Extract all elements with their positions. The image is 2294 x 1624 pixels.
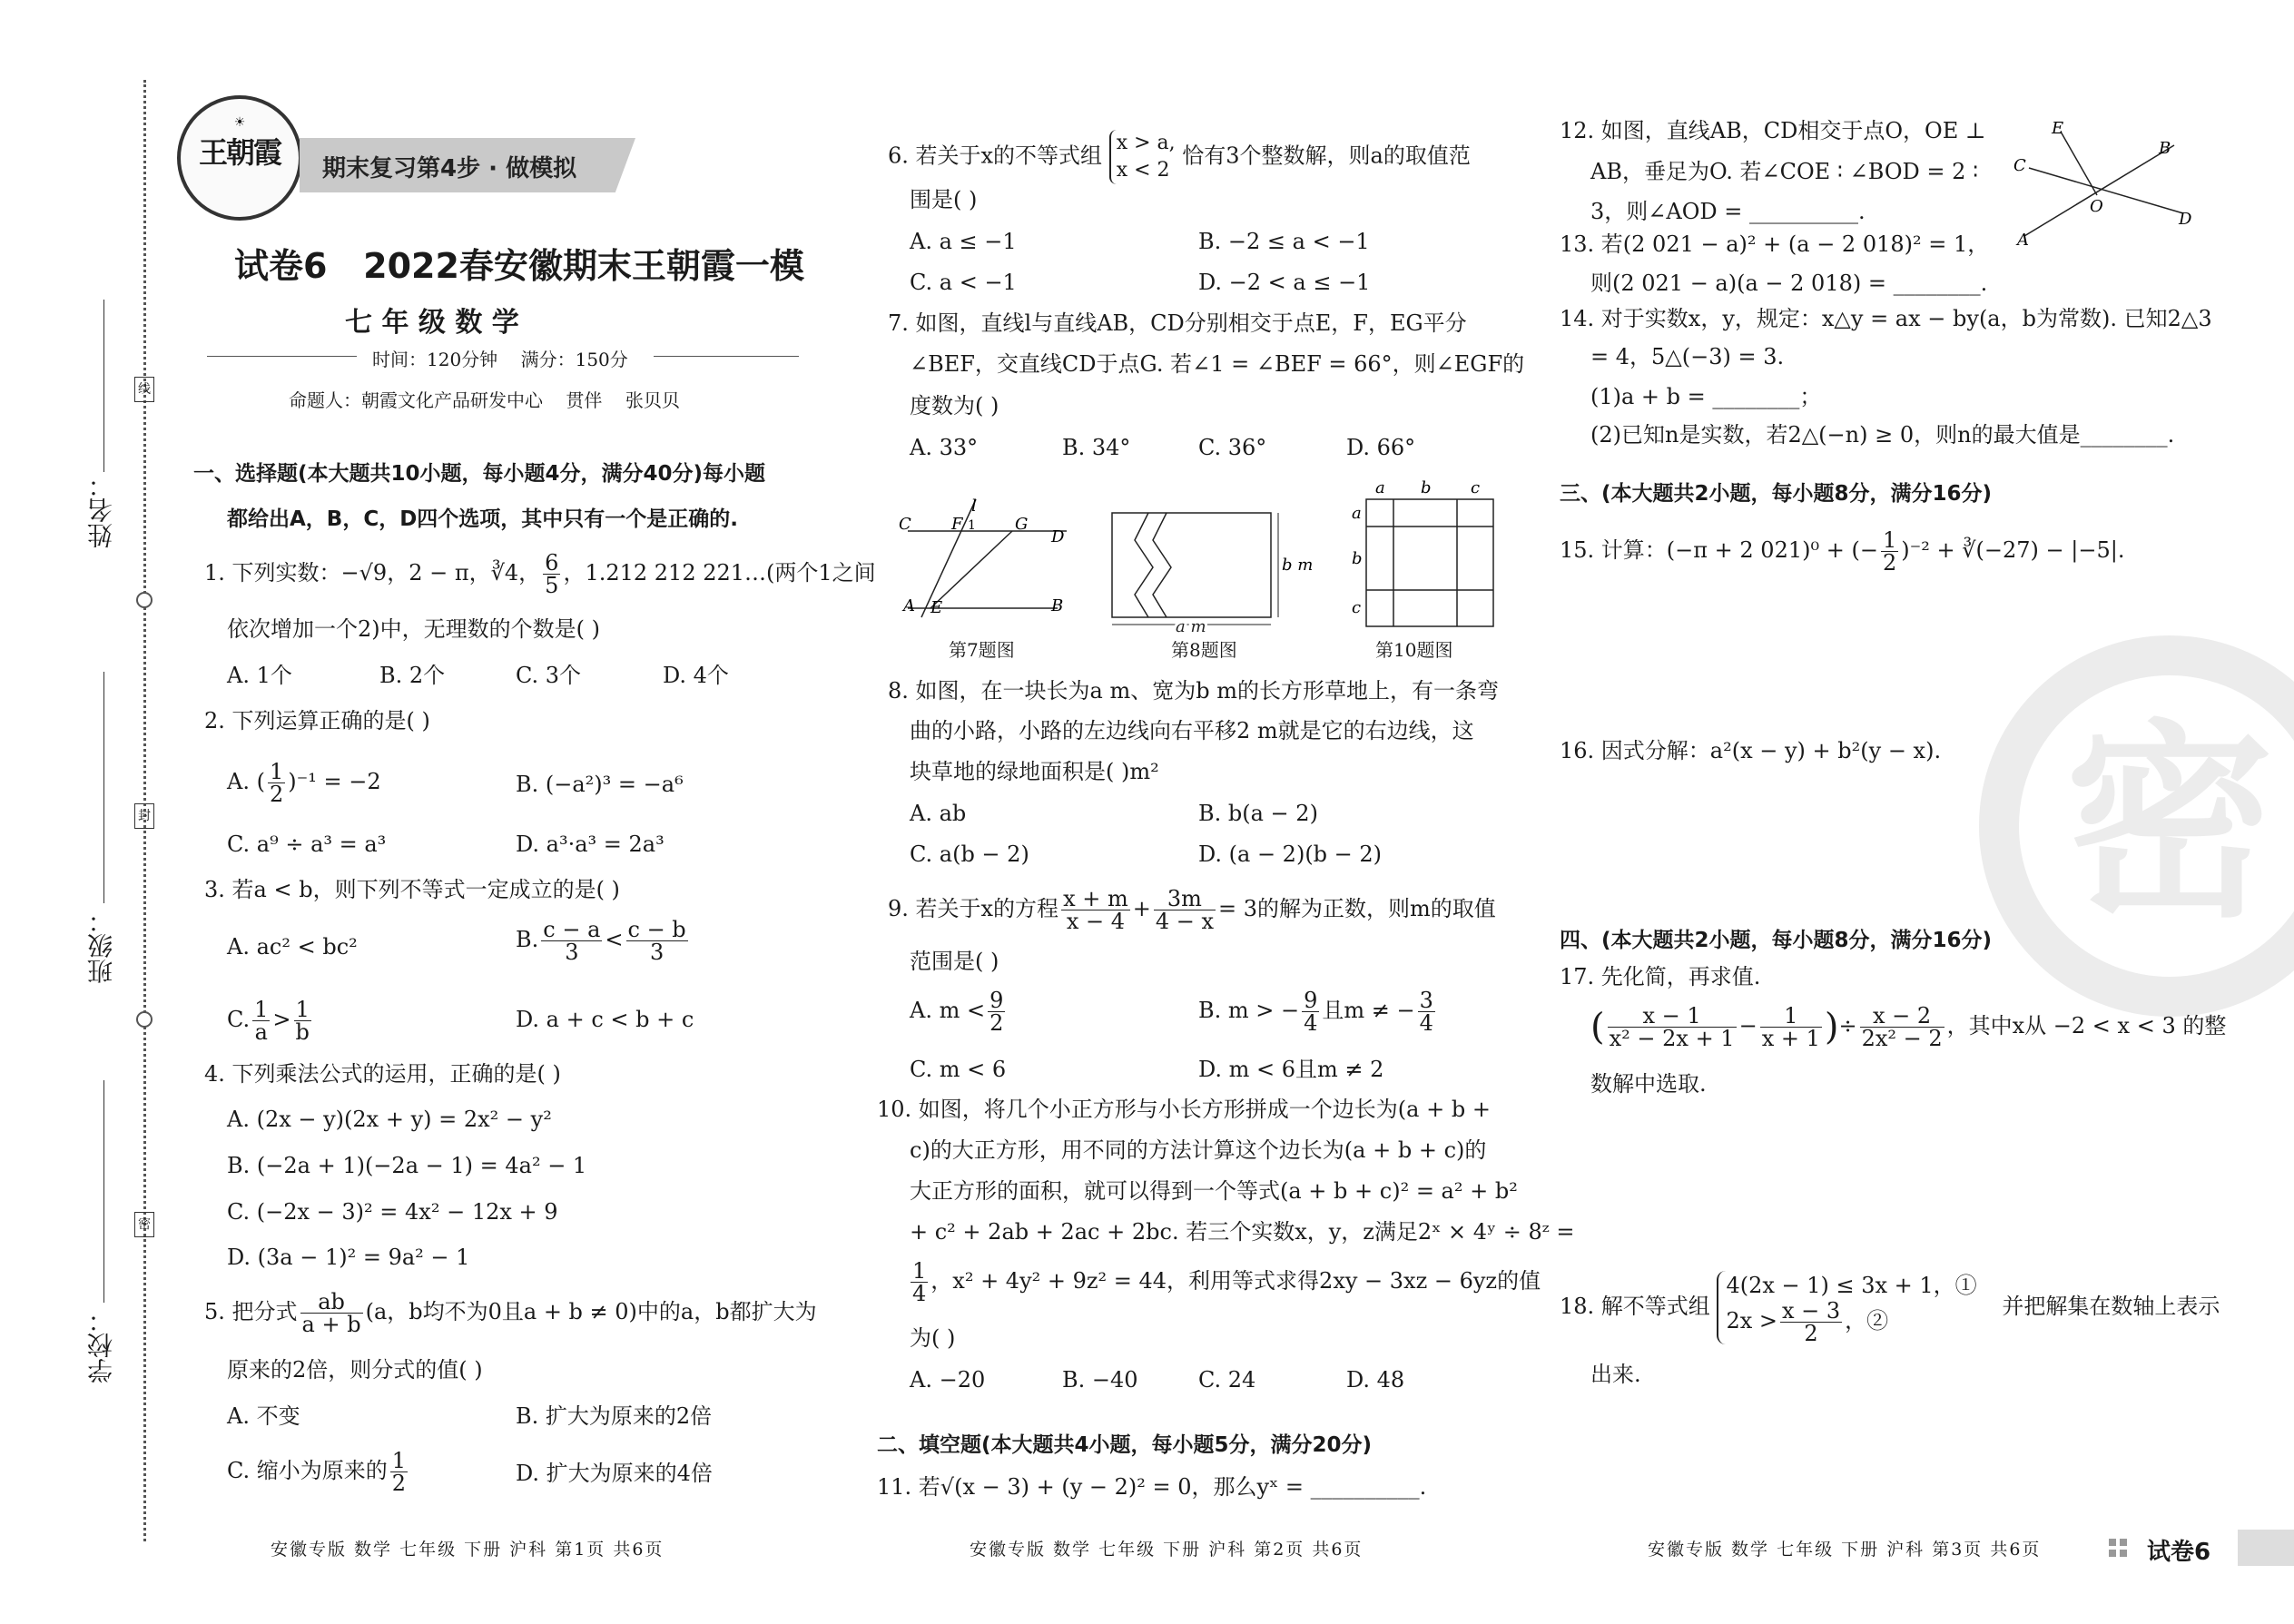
q1-line2: 依次增加一个2)中，无理数的个数是( ) <box>227 616 600 642</box>
q10-line4: + c² + 2ab + 2ac + 2bc. 若三个实数x，y，z满足2ˣ × 4ʸ ÷ 8ᶻ = <box>910 1219 1575 1245</box>
q1-option-b[interactable]: B. 2个 <box>379 663 446 688</box>
fig10-side-b: b <box>1352 549 1363 568</box>
dot-decoration <box>2109 1539 2116 1546</box>
q1-option-a[interactable]: A. 1个 <box>227 663 292 688</box>
exam-subject: 七 年 级 数 学 <box>345 307 519 339</box>
q6-line2: 围是( ) <box>910 187 978 212</box>
q6-option-a[interactable]: A. a ≤ −1 <box>910 229 1017 254</box>
figure-8-caption: 第8题图 <box>1171 639 1237 661</box>
q14-line4: (2)已知n是实数，若2△(−n) ≥ 0，则n的最大值是________. <box>1590 422 2175 448</box>
figure-12 <box>2006 113 2197 250</box>
q7-line3: 度数为( ) <box>910 393 999 418</box>
fig10-square <box>1366 499 1493 626</box>
q14-line1: 14. 对于实数x，y，规定：x△y = ax − by(a，b为常数). 已知2△3 <box>1560 306 2212 331</box>
q4-option-d[interactable]: D. (3a − 1)² = 9a² − 1 <box>227 1245 470 1270</box>
fig12-label-a: A <box>2017 231 2029 250</box>
q6-option-d[interactable]: D. −2 < a ≤ −1 <box>1198 270 1371 295</box>
footer-page-2: 安徽专版 数学 七年级 下册 沪科 第2页 共6页 <box>970 1540 1364 1560</box>
seal-box-secret: 密 <box>134 1212 154 1237</box>
q1-option-d[interactable]: D. 4个 <box>663 663 729 688</box>
q4-stem: 4. 下列乘法公式的运用，正确的是( ) <box>204 1061 561 1087</box>
q9-option-a[interactable]: A. m < $\frac{9}{2}$ <box>910 988 1004 1036</box>
q14-line3: (1)a + b = ________； <box>1590 384 1822 409</box>
q11: 11. 若√(x − 3) + (y − 2)² = 0，那么yˣ = __________. <box>877 1474 1427 1500</box>
q9-option-c[interactable]: C. m < 6 <box>910 1057 1007 1082</box>
q3-option-a[interactable]: A. ac² < bc² <box>227 934 358 960</box>
q10-option-b[interactable]: B. −40 <box>1062 1367 1138 1393</box>
q13-line1: 13. 若(2 021 − a)² + (a − 2 018)² = 1， <box>1560 231 1990 257</box>
q12-line3: 3，则∠AOD = __________. <box>1590 199 1866 224</box>
school-label: 学校： <box>86 1307 116 1383</box>
q10-option-c[interactable]: C. 24 <box>1198 1367 1256 1393</box>
footer-page-1: 安徽专版 数学 七年级 下册 沪科 第1页 共6页 <box>271 1540 665 1560</box>
dot-decoration <box>2120 1550 2127 1557</box>
q7-option-b[interactable]: B. 34° <box>1062 435 1131 460</box>
q7-option-a[interactable]: A. 33° <box>910 435 979 460</box>
q18-line2: 出来. <box>1590 1362 1641 1387</box>
q4-option-b[interactable]: B. (−2a + 1)(−2a − 1) = 4a² − 1 <box>227 1153 587 1178</box>
figure-7 <box>899 495 1080 622</box>
fig8-path-right <box>1153 513 1171 617</box>
q12-line2: AB，垂足为O. 若∠COE ∶ ∠BOD = 2 ∶ <box>1590 159 1979 184</box>
section-1-heading: 一、选择题(本大题共10小题，每小题4分，满分40分)每小题 <box>193 462 766 486</box>
class-line <box>103 672 104 903</box>
q2-option-a[interactable]: A. ( $\frac{1}{2}$ )⁻¹ = −2 <box>227 759 381 807</box>
q2-stem: 2. 下列运算正确的是( ) <box>204 708 430 733</box>
q8-option-c[interactable]: C. a(b − 2) <box>910 842 1029 867</box>
q3-stem: 3. 若a < b，则下列不等式一定成立的是( ) <box>204 877 620 902</box>
fig7-label-c: C <box>899 515 911 534</box>
q8-line3: 块草地的绿地面积是( )m² <box>910 759 1159 784</box>
section-1-instruction: 都给出A，B，C，D四个选项，其中只有一个是正确的. <box>227 507 739 531</box>
section-3-heading: 三、(本大题共2小题，每小题8分，满分16分) <box>1560 482 1993 506</box>
binding-hole-icon <box>136 592 153 608</box>
q2-option-d[interactable]: D. a³·a³ = 2a³ <box>516 832 665 857</box>
fig7-label-a: A <box>903 596 915 615</box>
fig7-label-g: G <box>1015 515 1029 534</box>
q3-option-c[interactable]: C. $\frac{1}{a}$ > $\frac{1}{b}$ <box>227 997 310 1045</box>
paper-badge-text: 试卷6 <box>2147 1539 2211 1566</box>
name-label: 姓名： <box>86 472 116 548</box>
brand-logo: ☀ 王朝霞 <box>177 95 302 221</box>
q3-option-b[interactable]: B. $\frac{c - a}{3}$ < $\frac{c - b}{3}$ <box>516 917 686 965</box>
seal-box-line: 线 <box>134 377 154 402</box>
fig7-label-e: E <box>930 598 943 617</box>
seal-box-seal: 封 <box>134 803 154 829</box>
q17-expression: ( $\frac{x - 1}{\text{x² − 2x + 1}}$ − $\frac{1}{x + 1}$ )÷ $\frac{x - 2}{\text{2x² − 2}}$ ，其中x从 −2 < x < 3 的整 <box>1590 1003 2227 1051</box>
ray-oe <box>2061 132 2097 195</box>
fig12-label-o: O <box>2090 197 2103 216</box>
q4-option-c[interactable]: C. (−2x − 3)² = 4x² − 12x + 9 <box>227 1199 558 1225</box>
time-score: 时间：120分钟 满分：150分 <box>372 349 628 370</box>
q6-line1: 6. 若关于x的不等式组 x > a, x < 2 恰有3个整数解，则a的取值范 <box>888 130 1471 184</box>
q2-option-b[interactable]: B. (−a²)³ = −a⁶ <box>516 772 684 797</box>
q8-line1: 8. 如图，在一块长为a m、宽为b m的长方形草地上，有一条弯 <box>888 678 1499 704</box>
fig12-label-c: C <box>2013 156 2026 175</box>
q13-line2: 则(2 021 − a)(a − 2 018) = ________. <box>1590 271 1988 296</box>
figure-10-caption: 第10题图 <box>1375 639 1453 661</box>
q8-option-a[interactable]: A. ab <box>910 801 967 826</box>
q10-line2: c)的大正方形，用不同的方法计算这个边长为(a + b + c)的 <box>910 1137 1487 1163</box>
q1-line1: 1. 下列实数：−√9，2 − π，∛4， $\frac{6}{5}$ ，1.212 212 221…(两个1之间 <box>204 550 876 598</box>
figure-10 <box>1348 477 1502 631</box>
q5-line1: 5. 把分式 $\frac{ab}{a + b}$ (a，b均不为0且a + b ≠ 0)中的a，b都扩大为 <box>204 1289 817 1337</box>
q10-line1: 10. 如图，将几个小正方形与小长方形拼成一个边长为(a + b + <box>877 1097 1491 1122</box>
q9-line1: 9. 若关于x的方程 $\frac{x + m}{x - 4}$ + $\frac{3m}{4 - x}$ = 3的解为正数，则m的取值 <box>888 886 1496 934</box>
q10-option-a[interactable]: A. −20 <box>910 1367 986 1393</box>
line-l <box>921 499 976 617</box>
fig10-top-a: a <box>1375 478 1385 497</box>
fig10-top-b: b <box>1421 478 1432 497</box>
divider-right <box>654 356 799 357</box>
exam-title: 试卷6 2022春安徽期末王朝霞一模 <box>234 246 804 286</box>
q9-option-b[interactable]: B. m > − $\frac{9}{4}$ 且m ≠ − $\frac{3}{4}$ <box>1198 988 1433 1036</box>
q7-line1: 7. 如图，直线l与直线AB，CD分别相交于点E，F，EG平分 <box>888 310 1467 336</box>
q18-line1: 18. 解不等式组 4(2x − 1) ≤ 3x + 1，① 2x > $\frac{x - 3}{2}$ ，② 并把解集在数轴上表示 <box>1560 1273 2220 1346</box>
secret-stamp-watermark: 密 <box>1979 635 2294 1017</box>
q2-option-c[interactable]: C. a⁹ ÷ a³ = a³ <box>227 832 387 857</box>
q15: 15. 计算：(−π + 2 021)⁰ + (− $\frac{1}{2}$ )⁻² + ∛(−27) − |−5|. <box>1560 527 2125 576</box>
figure-8 <box>1108 508 1316 635</box>
divider-left <box>207 356 357 357</box>
q17-line1: 17. 先化简，再求值. <box>1560 964 1761 989</box>
q6-option-b[interactable]: B. −2 ≤ a < −1 <box>1198 229 1370 254</box>
fig7-label-f: F <box>951 515 963 534</box>
q12-line1: 12. 如图，直线AB，CD相交于点O，OE ⊥ <box>1560 118 1986 143</box>
dot-decoration <box>2120 1539 2127 1546</box>
fig12-label-b: B <box>2159 139 2171 158</box>
q7-option-d[interactable]: D. 66° <box>1346 435 1416 460</box>
footer-page-3: 安徽专版 数学 七年级 下册 沪科 第3页 共6页 <box>1648 1540 2042 1560</box>
q5-line2: 原来的2倍，则分式的值( ) <box>227 1357 483 1383</box>
brand-name: 王朝霞 <box>198 135 281 170</box>
line-ab <box>2024 145 2174 236</box>
fig12-label-d: D <box>2179 210 2192 229</box>
q9-line2: 范围是( ) <box>910 949 999 974</box>
fig8-label-b: b m <box>1282 556 1314 575</box>
figure-7-caption: 第7题图 <box>949 639 1015 661</box>
fig8-rectangle <box>1112 513 1271 617</box>
paper-badge <box>2138 1530 2294 1566</box>
q7-option-c[interactable]: C. 36° <box>1198 435 1267 460</box>
dot-decoration <box>2109 1550 2116 1557</box>
q8-option-d[interactable]: D. (a − 2)(b − 2) <box>1198 842 1383 867</box>
fig10-side-c: c <box>1352 598 1362 617</box>
q8-option-b[interactable]: B. b(a − 2) <box>1198 801 1318 826</box>
q5-option-b[interactable]: B. 扩大为原来的2倍 <box>516 1403 713 1429</box>
q10-line3: 大正方形的面积，就可以得到一个等式(a + b + c)² = a² + b² <box>910 1178 1518 1204</box>
q1-option-c[interactable]: C. 3个 <box>516 663 582 688</box>
fig10-side-a: a <box>1352 504 1362 523</box>
line-cd <box>2029 168 2183 213</box>
q10-line5: $\frac{1}{4}$ ，x² + 4y² + 9z² = 44，利用等式求得2xy − 3xz − 6yz的值 <box>912 1258 1541 1306</box>
fig8-path-left <box>1135 513 1153 617</box>
fig10-top-c: c <box>1471 478 1481 497</box>
q14-line2: = 4，5△(−3) = 3. <box>1590 344 1785 369</box>
q7-line2: ∠BEF，交直线CD于点G. 若∠1 = ∠BEF = 66°，则∠EGF的 <box>910 351 1525 377</box>
q5-option-c[interactable]: C. 缩小为原来的 $\frac{1}{2}$ <box>227 1448 407 1496</box>
q16: 16. 因式分解：a²(x − y) + b²(y − x). <box>1560 738 1942 763</box>
fig7-label-b: B <box>1051 596 1064 615</box>
section-4-heading: 四、(本大题共2小题，每小题8分，满分16分) <box>1560 929 1993 952</box>
q9-option-d[interactable]: D. m < 6且m ≠ 2 <box>1198 1057 1384 1082</box>
q8-line2: 曲的小路，小路的左边线向右平移2 m就是它的右边线，这 <box>910 718 1474 743</box>
fig7-label-d: D <box>1051 527 1065 546</box>
q5-option-d[interactable]: D. 扩大为原来的4倍 <box>516 1461 713 1486</box>
name-line <box>103 300 104 472</box>
q10-option-d[interactable]: D. 48 <box>1346 1367 1405 1393</box>
author-line: 命题人：朝霞文化产品研发中心 贯伴 张贝贝 <box>289 389 680 411</box>
fig7-label-l: l <box>971 497 977 516</box>
banner-text: 期末复习第4步 · 做模拟 <box>322 155 577 182</box>
q17-line3: 数解中选取. <box>1590 1071 1707 1097</box>
school-line <box>103 1080 104 1303</box>
fig8-label-a: a m <box>1176 617 1206 635</box>
section-2-heading: 二、填空题(本大题共4小题，每小题5分，满分20分) <box>877 1433 1373 1457</box>
q5-option-a[interactable]: A. 不变 <box>227 1403 300 1429</box>
q10-line6: 为( ) <box>910 1325 956 1351</box>
fig12-label-e: E <box>2052 119 2064 138</box>
q3-option-d[interactable]: D. a + c < b + c <box>516 1007 694 1032</box>
fig7-label-1: 1 <box>968 518 976 533</box>
q6-option-c[interactable]: C. a < −1 <box>910 270 1017 295</box>
class-label: 班级： <box>86 908 116 984</box>
binding-hole-icon <box>136 1011 153 1028</box>
q4-option-a[interactable]: A. (2x − y)(2x + y) = 2x² − y² <box>227 1107 552 1132</box>
